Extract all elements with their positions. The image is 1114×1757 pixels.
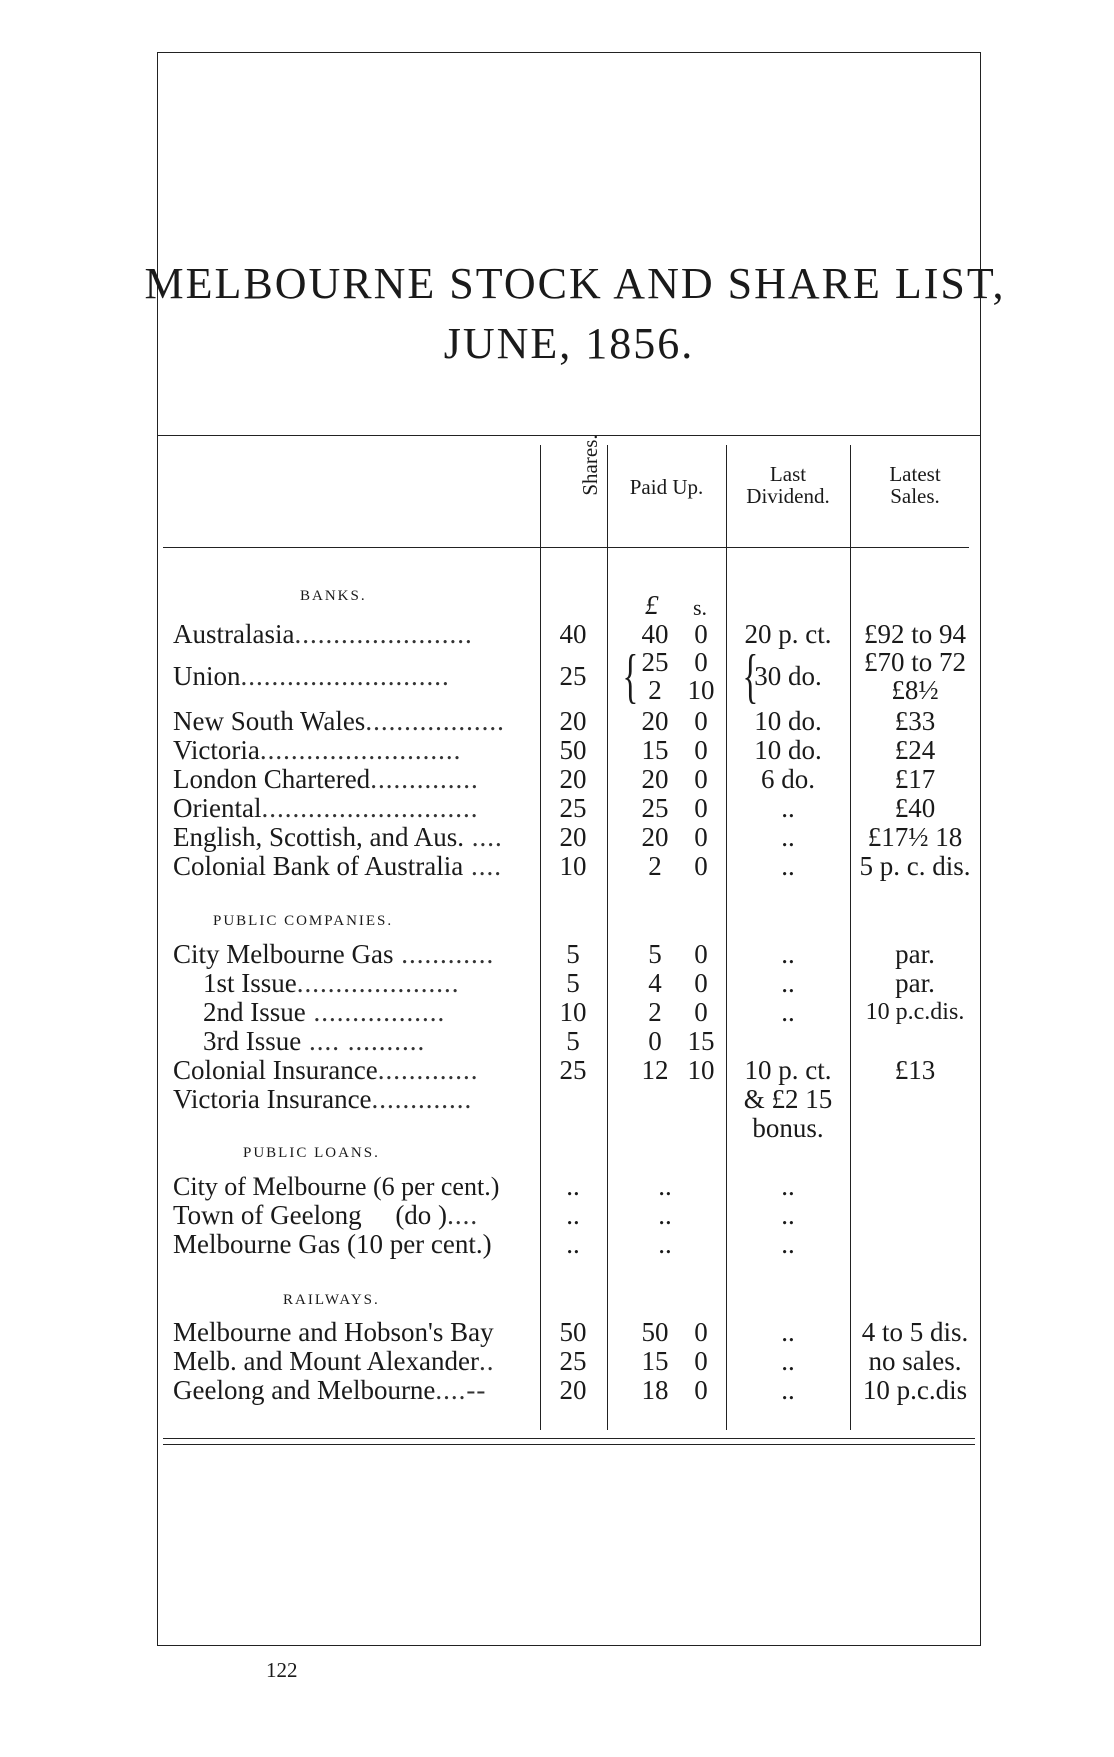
row-name: Melbourne and Hobson's Bay — [173, 1318, 494, 1347]
row-dividend: 6 do. — [761, 764, 815, 794]
row-sales: 10 p.c.dis — [862, 1375, 968, 1405]
row-paid-shillings: 10 — [687, 1055, 715, 1085]
row-paid-shillings: 0 — [694, 647, 708, 677]
col-rule-paid-right — [726, 445, 727, 1430]
row-dividend: .. — [781, 1317, 795, 1347]
row-paid-pounds: 2 — [648, 851, 662, 881]
row-name: City Melbourne Gas ............ — [173, 940, 495, 969]
table-top-rule — [157, 435, 981, 436]
row-dividend: .. — [781, 1346, 795, 1376]
row-dividend: .. — [781, 793, 795, 823]
header-latest-sales — [850, 463, 980, 507]
row-shares: 5 — [566, 968, 580, 998]
table-row — [0, 1201, 1114, 1230]
row-name: Australasia....................... — [173, 620, 473, 649]
dividend-brace: { — [742, 643, 759, 709]
row-sales: £13 — [894, 1055, 936, 1085]
row-shares: 20 — [559, 1375, 587, 1405]
row-paid-shillings: 0 — [694, 822, 708, 852]
row-shares: 40 — [559, 619, 587, 649]
row-dividend: .. — [781, 1200, 795, 1230]
row-name: New South Wales.................. — [173, 707, 505, 736]
page-title: MELBOURNE STOCK AND SHARE LIST, — [144, 259, 1006, 308]
row-name: Melbourne Gas (10 per cent.) — [173, 1230, 492, 1259]
row-paid: .. — [658, 1171, 672, 1201]
row-paid: .. — [658, 1229, 672, 1259]
row-paid-pounds: 2 — [648, 997, 662, 1027]
section-railways: RAILWAYS. — [283, 1292, 380, 1308]
row-shares: 10 — [559, 997, 587, 1027]
row-paid-pounds: 5 — [648, 939, 662, 969]
row-paid-shillings: 0 — [694, 764, 708, 794]
row-paid-shillings: 0 — [694, 939, 708, 969]
row-paid-pounds: 25 — [641, 647, 669, 677]
row-name: London Chartered.............. — [173, 765, 479, 794]
row-dividend: .. — [781, 1375, 795, 1405]
row-shares: 5 — [566, 939, 580, 969]
row-shares: 25 — [559, 661, 587, 691]
row-dividend: .. — [781, 968, 795, 998]
table-row — [0, 852, 1114, 881]
header-last-dividend — [726, 463, 850, 507]
row-paid-shillings: 0 — [694, 793, 708, 823]
row-dividend: 20 p. ct. — [744, 619, 832, 649]
row-dividend-3: bonus. — [752, 1113, 824, 1143]
row-dividend: .. — [781, 822, 795, 852]
table-row-sub — [0, 662, 1114, 691]
table-row — [0, 1085, 1114, 1114]
header-paid-up: Paid Up. — [629, 475, 704, 499]
row-sales: £92 to 94 — [863, 619, 966, 649]
row-dividend: .. — [781, 997, 795, 1027]
row-paid-shillings: 0 — [694, 1375, 708, 1405]
table-row — [0, 1027, 1114, 1056]
row-sales: £17½ 18 — [867, 822, 963, 852]
row-name: Victoria Insurance............. — [173, 1085, 473, 1114]
row-dividend: 10 do. — [754, 706, 822, 736]
row-shares: .. — [566, 1229, 580, 1259]
table-row — [0, 1230, 1114, 1259]
col-rule-shares-left — [540, 445, 541, 1430]
section-public-loans: PUBLIC LOANS. — [243, 1145, 380, 1161]
table-row — [0, 1347, 1114, 1376]
row-shares: 25 — [559, 1055, 587, 1085]
row-shares: 25 — [559, 793, 587, 823]
row-name: 2nd Issue ................. — [203, 998, 446, 1027]
row-sales: £24 — [894, 735, 936, 765]
row-dividend: .. — [781, 939, 795, 969]
row-dividend: 30 do. — [754, 661, 822, 691]
row-dividend: .. — [781, 851, 795, 881]
row-name: Geelong and Melbourne....-- — [173, 1376, 487, 1405]
row-shares: 10 — [559, 851, 587, 881]
row-sales: £33 — [894, 706, 936, 736]
row-shares: 20 — [559, 822, 587, 852]
table-row-sub — [0, 1114, 1114, 1143]
row-name: Colonial Bank of Australia .... — [173, 852, 502, 881]
row-paid-shillings: 0 — [694, 1346, 708, 1376]
row-paid-shillings: 0 — [694, 997, 708, 1027]
col-rule-shares-right — [607, 445, 608, 1430]
table-bottom-rule — [163, 1438, 975, 1439]
row-sales: 10 p.c.dis. — [865, 999, 965, 1025]
row-paid-pounds: 0 — [648, 1026, 662, 1056]
row-paid-shillings: 0 — [694, 851, 708, 881]
row-sales-2: £8½ — [891, 675, 939, 705]
row-paid-shillings: 0 — [694, 706, 708, 736]
row-paid-pounds: 20 — [641, 822, 669, 852]
row-paid-pounds: 40 — [641, 619, 669, 649]
row-sales: £70 to 72 — [863, 647, 966, 677]
row-shares: 50 — [559, 735, 587, 765]
table-row — [0, 823, 1114, 852]
header-last-dividend-line1: Last — [769, 462, 807, 486]
row-paid-pounds: 15 — [641, 735, 669, 765]
section-public-companies: PUBLIC COMPANIES. — [213, 913, 394, 929]
row-paid-pounds: 50 — [641, 1317, 669, 1347]
row-paid-shillings: 0 — [694, 619, 708, 649]
row-dividend: 10 do. — [754, 735, 822, 765]
row-paid-shillings-2: 10 — [687, 675, 715, 705]
table-row — [0, 620, 1114, 649]
header-shares: Shares. — [578, 434, 602, 496]
row-paid-shillings: 0 — [694, 1317, 708, 1347]
row-name: Victoria.......................... — [173, 736, 462, 765]
table-row — [0, 1172, 1114, 1201]
row-paid-pounds: 12 — [641, 1055, 669, 1085]
pound-unit: £ — [645, 590, 659, 620]
section-banks: BANKS. — [300, 588, 367, 604]
row-name: Oriental............................ — [173, 794, 479, 823]
row-shares: 50 — [559, 1317, 587, 1347]
header-rule — [163, 547, 969, 548]
header-latest-sales-line2: Sales. — [890, 484, 940, 508]
row-name: English, Scottish, and Aus. .... — [173, 823, 503, 852]
table-row — [0, 707, 1114, 736]
header-last-dividend-line2: Dividend. — [746, 484, 830, 508]
table-row — [0, 969, 1114, 998]
row-shares: 20 — [559, 706, 587, 736]
row-sales: par. — [895, 968, 935, 998]
table-bottom-rule-thin — [163, 1444, 975, 1445]
row-shares: 5 — [566, 1026, 580, 1056]
shilling-unit: s. — [693, 595, 708, 620]
row-dividend-2: & £2 15 — [743, 1084, 833, 1114]
page-subtitle: JUNE, 1856. — [443, 319, 695, 368]
row-paid-pounds: 4 — [648, 968, 662, 998]
header-latest-sales-line1: Latest — [889, 462, 941, 486]
row-name: 3rd Issue .... .......... — [203, 1027, 426, 1056]
row-paid-pounds: 15 — [641, 1346, 669, 1376]
row-dividend: .. — [781, 1171, 795, 1201]
table-row — [0, 794, 1114, 823]
row-paid-pounds-2: 2 — [648, 675, 662, 705]
row-shares: .. — [566, 1171, 580, 1201]
row-shares: 25 — [559, 1346, 587, 1376]
row-name: Melb. and Mount Alexander.. — [173, 1347, 495, 1376]
row-dividend: 10 p. ct. — [744, 1055, 832, 1085]
row-paid-shillings: 0 — [694, 735, 708, 765]
row-paid-shillings: 15 — [687, 1026, 715, 1056]
row-name: 1st Issue..................... — [203, 969, 460, 998]
paid-brace: { — [622, 643, 639, 709]
table-row — [0, 940, 1114, 969]
row-shares: .. — [566, 1200, 580, 1230]
row-paid: .. — [658, 1200, 672, 1230]
row-paid-shillings: 0 — [694, 968, 708, 998]
row-name: Colonial Insurance............. — [173, 1056, 479, 1085]
row-sales: par. — [895, 939, 935, 969]
table-row — [0, 998, 1114, 1027]
table-row — [0, 1318, 1114, 1347]
row-sales: £40 — [894, 793, 936, 823]
row-sales: 4 to 5 dis. — [861, 1317, 969, 1347]
row-name: Town of Geelong (do ).... — [173, 1201, 479, 1230]
row-paid-pounds: 18 — [641, 1375, 669, 1405]
row-shares: 20 — [559, 764, 587, 794]
row-name: City of Melbourne (6 per cent.) — [173, 1172, 500, 1201]
table-row — [0, 1056, 1114, 1085]
row-sales: £17 — [894, 764, 936, 794]
row-paid-pounds: 25 — [641, 793, 669, 823]
row-name: Union........................... — [173, 662, 450, 691]
page-number: 122 — [266, 1658, 298, 1682]
row-sales: 5 p. c. dis. — [859, 851, 971, 881]
table-row — [0, 1376, 1114, 1405]
row-dividend: .. — [781, 1229, 795, 1259]
table-row — [0, 736, 1114, 765]
row-paid-pounds: 20 — [641, 706, 669, 736]
table-row — [0, 765, 1114, 794]
row-paid-pounds: 20 — [641, 764, 669, 794]
row-sales: no sales. — [868, 1346, 962, 1376]
col-rule-dividend-right — [850, 445, 851, 1430]
